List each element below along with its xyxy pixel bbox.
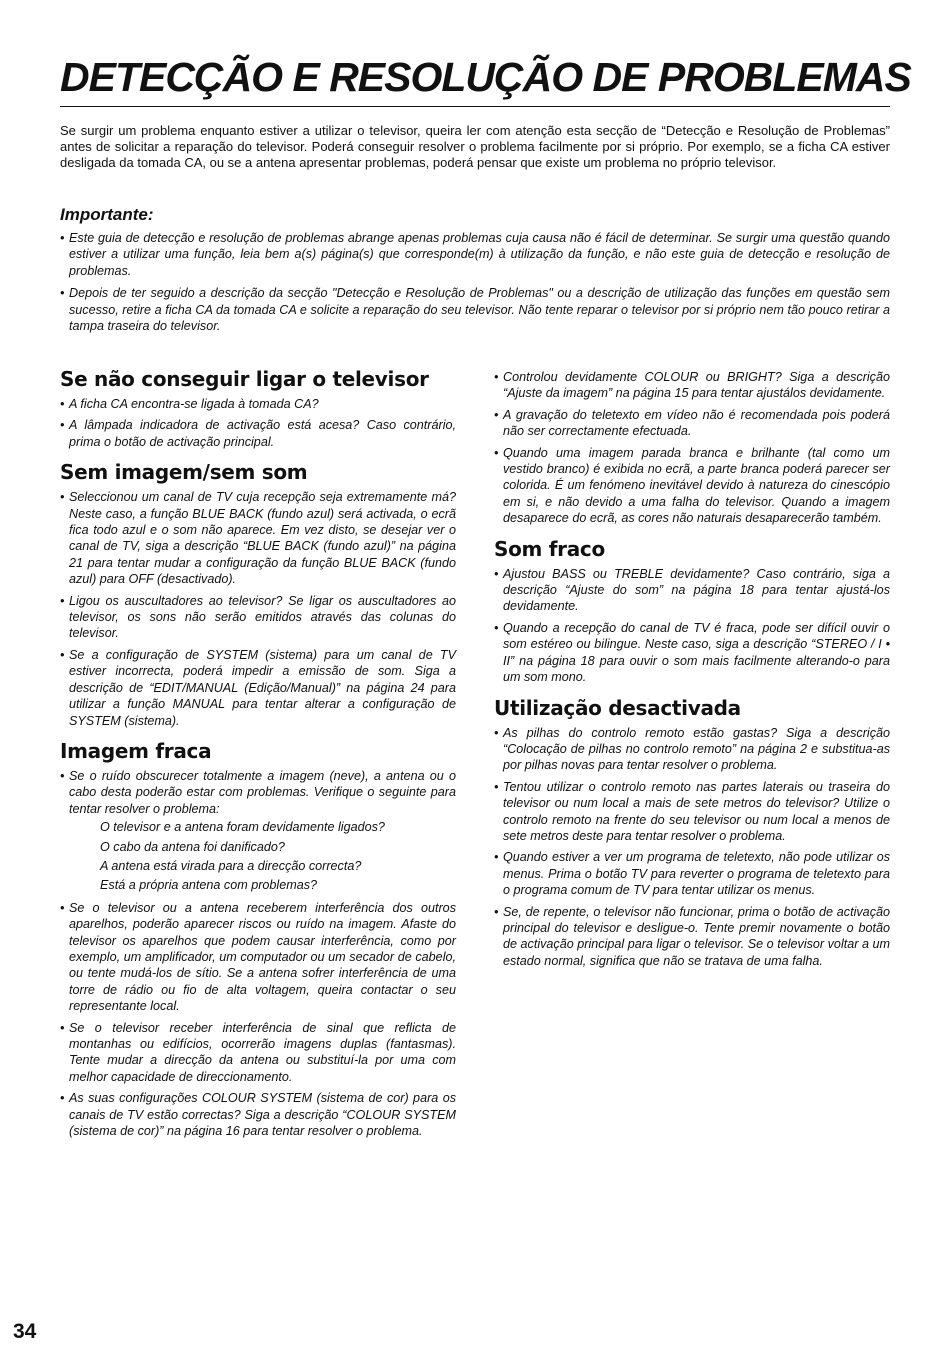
list-item	[494, 566, 890, 615]
list-item	[60, 396, 456, 412]
bullet-icon: •	[60, 490, 65, 505]
section-heading-weak-sound: Som fraco	[494, 536, 605, 561]
list-item	[60, 417, 456, 450]
list-item	[60, 768, 456, 894]
item-text: Se o ruído obscurecer totalmente a imagem (neve), a antena ou o cabo desta poderão estar com problemas. Verifique o seguinte para tentar resolver o problema:	[69, 768, 456, 816]
right-column	[494, 369, 890, 978]
item-text: A ficha CA encontra-se ligada à tomada CA?	[69, 397, 319, 411]
list-item	[60, 900, 456, 1015]
disabled-list	[494, 725, 890, 970]
left-column	[60, 366, 456, 1148]
bullet-icon: •	[494, 445, 499, 460]
bullet-icon: •	[494, 407, 499, 422]
list-item	[60, 593, 456, 642]
section-heading-no-picture: Sem imagem/sem som	[60, 460, 308, 485]
item-text: Tentou utilizar o controlo remoto nas partes laterais ou traseira do televisor ou num local a mais de sete metros do televisor? Utilize o controlo remoto na frente do seu televisor ou num local a menos de sete metros deste para tentar resolver o problema.	[503, 779, 890, 843]
item-text: Quando estiver a ver um programa de teletexto, não pode utilizar os menus. Prima o botão TV para reverter o programa de teletexto para o programa comum de TV para tentar utilizar os menus.	[503, 850, 890, 898]
bullet-icon: •	[494, 725, 499, 740]
check-item: A antena está virada para a direcção correcta?	[100, 858, 362, 873]
list-item	[494, 407, 890, 440]
page-title: DETECÇÃO E RESOLUÇÃO DE PROBLEMAS	[60, 52, 890, 107]
important-list	[60, 230, 890, 340]
bullet-icon: •	[60, 286, 65, 301]
item-text: As suas configurações COLOUR SYSTEM (sistema de cor) para os canais de TV estão correctas? Siga a descrição “COLOUR SYSTEM (sistema de cor)” na página 16 para tentar resolver o problema.	[69, 1091, 456, 1139]
power-list	[60, 396, 456, 450]
check-list	[69, 819, 456, 894]
bullet-icon: •	[60, 768, 65, 783]
weak-sound-list	[494, 566, 890, 686]
item-text: As pilhas do controlo remoto estão gastas? Siga a descrição “Colocação de pilhas no controlo remoto” na página 2 e substitua-as por pilhas novas para tentar resolver o problema.	[503, 725, 890, 773]
list-item	[60, 647, 456, 729]
list-item	[494, 904, 890, 970]
bullet-icon: •	[60, 418, 65, 433]
bullet-icon: •	[60, 1091, 65, 1106]
section-heading-disabled: Utilização desactivada	[494, 695, 741, 720]
bullet-icon: •	[494, 370, 499, 384]
bullet-icon: •	[494, 850, 499, 865]
bullet-icon: •	[494, 620, 499, 635]
list-item	[60, 1020, 456, 1086]
list-item	[494, 620, 890, 686]
item-text: Controlou devidamente COLOUR ou BRIGHT? Siga a descrição “Ajuste da imagem” na página 15 para tentar ajustálos devidamente.	[503, 370, 890, 401]
bullet-icon: •	[60, 593, 65, 608]
section-heading-power: Se não conseguir ligar o televisor	[60, 367, 429, 391]
item-text: Seleccionou um canal de TV cuja recepção seja extremamente má? Neste caso, a função BLUE BACK (fundo azul) será activada, o ecrã fica todo azul e o som não aparece. Em vez disto, se desejar ver o canal de TV, siga a descrição “BLUE BACK (fundo azul)” na página 21 para tentar mudar a configuração da função BLUE BACK (fundo azul) para OFF (desactivado).	[69, 490, 456, 587]
item-text: A gravação do teletexto em vídeo não é recomendada pois poderá não ser correctamente efectuada.	[503, 407, 890, 439]
list-item	[494, 369, 890, 402]
list-item	[494, 725, 890, 774]
section-heading-weak-picture: Imagem fraca	[60, 738, 212, 763]
intro-paragraph: Se surgir um problema enquanto estiver a utilizar o televisor, queira ler com atenção esta secção de “Detecção e Resolução de Problemas” antes de solicitar a reparação do televisor. Poderá conseguir resolver o problema facilmente por si próprio. Por exemplo, se a ficha CA estiver desligada da tomada CA, ou se a antena apresentar problemas, poderá pensar que existe um problema no próprio televisor.	[60, 123, 890, 171]
bullet-icon: •	[60, 647, 65, 662]
list-item	[494, 445, 890, 527]
list-item	[494, 779, 890, 845]
item-text: Quando uma imagem parada branca e brilhante (tal como um vestido branco) é exibida no ecrã, a parte branca poderá parecer ser colorida. É um fenómeno inevitável devido à natureza do cinescópio em si, e não devido a uma falha do televisor. Quando a imagem desaparece do ecrã, as cores não naturais desaparecerão também.	[503, 445, 890, 526]
important-item	[60, 285, 890, 334]
list-item	[60, 1090, 456, 1139]
bullet-icon: •	[494, 566, 499, 581]
page-number: 34	[13, 1320, 37, 1343]
no-picture-list	[60, 489, 456, 729]
bullet-icon: •	[60, 1020, 65, 1035]
bullet-icon: •	[60, 397, 65, 411]
picture-continued-list	[494, 369, 890, 527]
bullet-icon: •	[494, 779, 499, 794]
weak-picture-list	[60, 768, 456, 1140]
bullet-icon: •	[494, 904, 499, 919]
bullet-icon: •	[60, 900, 65, 915]
item-text: Se o televisor ou a antena receberem interferência dos outros aparelhos, poderão aparecer riscos ou ruído na imagem. Afaste do televisor os aparelhos que podem causar interferência, como por exemplo, um amplificador, um computador ou um secador de cabelo, ou tente mudá-los de sítio. Se a antena sofrer interferência de uma torre de rádio ou fio de alta voltagem, queira contactar o seu representante local.	[69, 900, 456, 1014]
important-item	[60, 230, 890, 279]
list-item	[494, 849, 890, 898]
bullet-icon: •	[60, 231, 65, 245]
item-text: Ligou os auscultadores ao televisor? Se ligar os auscultadores ao televisor, os sons não serão emitidos através das colunas do televisor.	[69, 593, 456, 641]
item-text: Este guia de detecção e resolução de problemas abrange apenas problemas cuja causa não é fácil de determinar. Se surgir uma questão quando estiver a utilizar uma função, leia bem a(s) página(s) que corresponde(m) à utilização da função, e não este guia de detecção e resolução de problemas.	[69, 231, 890, 278]
check-item: O televisor e a antena foram devidamente ligados?	[100, 820, 385, 835]
item-text: Se, de repente, o televisor não funcionar, prima o botão de activação principal do televisor e desligue-o. Tente premir novamente o botão de activação principal para ligar o televisor. Se o televisor voltar a um estado normal, significa que não se tratava de uma falha.	[503, 904, 890, 968]
check-item: O cabo da antena foi danificado?	[100, 839, 285, 854]
important-heading: Importante:	[60, 205, 154, 224]
item-text: Depois de ter seguido a descrição da secção "Detecção e Resolução de Problemas" ou a descrição de utilização das funções em questão sem sucesso, retire a ficha CA da tomada CA e solicite a reparação do seu televisor. Não tente reparar o televisor por si próprio nem tão pouco retirar a tampa traseira do televisor.	[69, 286, 890, 334]
item-text: Ajustou BASS ou TREBLE devidamente? Caso contrário, siga a descrição “Ajuste do som” na página 18 para tentar ajustá-los devidamente.	[503, 566, 890, 614]
item-text: Se o televisor receber interferência de sinal que reflicta de montanhas ou edifícios, ocorrerão imagens duplas (fantasmas). Tente mudar a direcção da antena ou substituí-la por uma com melhor capacidade de direccionamento.	[69, 1020, 456, 1084]
item-text: A lâmpada indicadora de activação está acesa? Caso contrário, prima o botão de activação principal.	[69, 418, 456, 449]
item-text: Se a configuração de SYSTEM (sistema) para um canal de TV estiver incorrecta, poderá impedir a emissão de som. Siga a descrição de “EDIT/MANUAL (Edição/Manual)” na página 24 para utilizar a função MANUAL para tentar alterar a configuração de SYSTEM (sistema).	[69, 647, 456, 728]
list-item	[60, 489, 456, 587]
item-text: Quando a recepção do canal de TV é fraca, pode ser difícil ouvir o som estéreo ou bilingue. Neste caso, siga a descrição “STEREO / I • II” na página 18 para ouvir o som mais facilmente alterando-o para um som mono.	[503, 620, 890, 685]
check-item: Está a própria antena com problemas?	[100, 878, 318, 893]
